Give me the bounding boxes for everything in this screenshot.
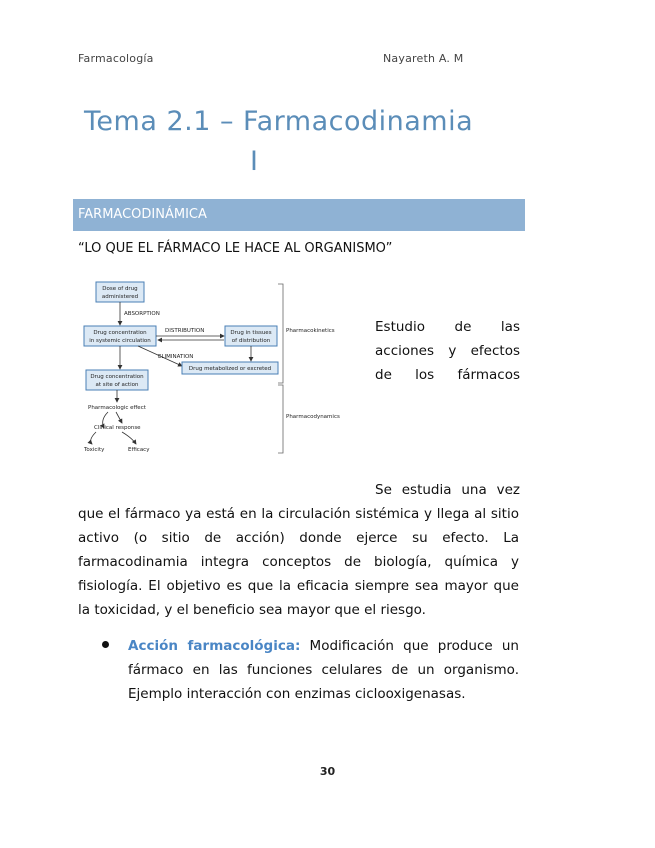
box-site-text-2: at site of action [95, 382, 139, 388]
label-clinical: Clinical response [94, 425, 141, 431]
label-effect: Pharmacologic effect [88, 405, 146, 411]
bullet-term: Acción farmacológica: [128, 638, 301, 654]
header-left: Farmacología [78, 52, 154, 65]
bullet-dot [102, 641, 109, 648]
box-conc-text-1: Drug concentration [93, 330, 147, 336]
label-toxicity: Toxicity [84, 447, 105, 453]
label-absorption: ABSORPTION [124, 311, 160, 317]
box-tissues-text-1: Drug in tissues [230, 330, 272, 336]
page-number: 30 [319, 765, 336, 778]
box-dose-text-1: Dose of drug [102, 286, 138, 292]
label-pharmacodynamics: Pharmacodynamics [286, 414, 340, 420]
bullet-description: Modificación que produce un fármaco en las funciones celulares de un organismo. Ejemplo interacción con enzimas ciclooxigenasas. [128, 638, 519, 702]
paragraph-body: que el fármaco ya está en la circulación sistémica y llega al sitio activo (o sitio de acción) donde ejerce su efecto. La farmacodinamia integra conceptos de biología, química y fisiología. El objetivo es que la eficacia siempre sea mayor que la toxicidad, y el beneficio sea mayor que el riesgo. [78, 506, 519, 618]
paragraph-first-line: Se estudia una vez [375, 482, 520, 498]
side-definition: Estudio de las acciones y efectos de los fármacos [375, 319, 520, 383]
section-heading: FARMACODINÁMICA [73, 199, 525, 231]
box-conc-text-2: in systemic circulation [89, 338, 151, 344]
label-distribution: DISTRIBUTION [165, 328, 205, 334]
label-elimination: ELIMINATION [158, 354, 194, 360]
page-title-line2: I [250, 146, 258, 177]
quote: “LO QUE EL FÁRMACO LE HACE AL ORGANISMO” [78, 241, 393, 256]
bullet-item [128, 634, 519, 706]
header-right: Nayareth A. M [383, 52, 464, 65]
label-pharmacokinetics: Pharmacokinetics [286, 328, 335, 334]
box-site-text-1: Drug concentration [90, 374, 144, 380]
box-dose-text-2: administered [101, 294, 139, 300]
box-tissues-text-2: of distribution [231, 338, 271, 344]
pharmacology-diagram [78, 278, 368, 458]
box-metab-text: Drug metabolized or excreted [188, 366, 272, 372]
label-efficacy: Efficacy [128, 447, 150, 453]
page-title: Tema 2.1 – Farmacodinamia [84, 106, 474, 137]
